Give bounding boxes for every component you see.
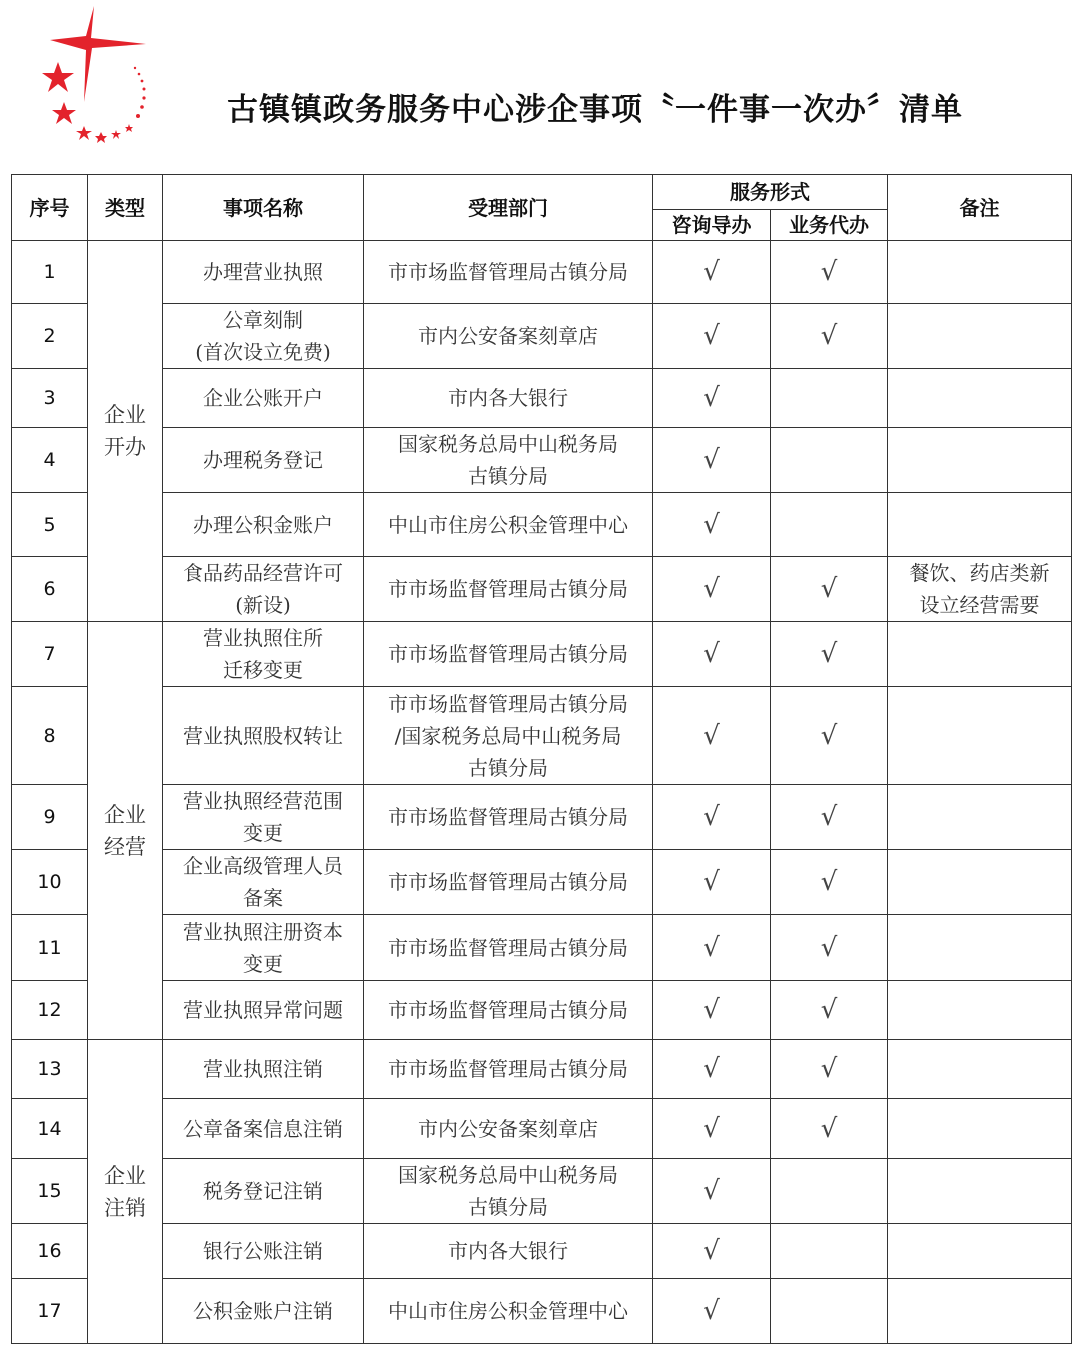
table-row [12,428,1072,493]
item-name-line: 变更 [243,951,283,976]
item-name-line: 备案 [243,886,283,910]
department-line: 中山市住房公积金管理中心 [388,1299,628,1323]
table-row [12,1224,1072,1279]
department-line: 市市场监督管理局古镇分局 [388,805,628,829]
table-row [12,981,1072,1040]
row-number: 2 [12,304,88,369]
department [364,241,653,304]
agent-check: √ [771,981,888,1040]
department [364,1224,653,1279]
department-line: 市内各大银行 [448,1239,568,1263]
remark-line: 设立经营需要 [919,593,1040,617]
department [364,1099,653,1159]
agent-check: √ [771,1040,888,1099]
category-cell [88,241,163,622]
item-name-line: 公章备案信息注销 [183,1116,343,1141]
header-dept: 受理部门 [364,175,653,241]
remark [888,622,1072,687]
consult-check: √ [653,850,771,915]
agent-check [771,1224,888,1279]
item-name [163,428,364,493]
remark [888,557,1072,622]
remark [888,1099,1072,1159]
item-name-line: (首次设立免费) [195,340,331,364]
consult-check: √ [653,1040,771,1099]
table-row [12,1159,1072,1224]
item-name [163,304,364,369]
agent-check: √ [771,557,888,622]
row-number: 11 [12,915,88,981]
agent-check [771,493,888,557]
item-name [163,1099,364,1159]
header-no: 序号 [12,175,88,241]
remark [888,1159,1072,1224]
item-name [163,369,364,428]
department [364,687,653,785]
category-cell [88,1040,163,1344]
category-cell-line: 注销 [104,1195,146,1220]
item-name [163,981,364,1040]
department-line: 市内各大银行 [448,386,568,410]
agent-check [771,369,888,428]
table-row [12,687,1072,785]
remark [888,428,1072,493]
consult-check: √ [653,493,771,557]
agent-check [771,1279,888,1344]
item-name [163,785,364,850]
table-row [12,1099,1072,1159]
item-name [163,493,364,557]
agent-check: √ [771,687,888,785]
consult-check: √ [653,1279,771,1344]
item-name-line: 营业执照注册资本 [183,919,343,944]
consult-check: √ [653,304,771,369]
item-name-line: 营业执照住所 [203,626,323,650]
remark [888,304,1072,369]
item-name-line: 营业执照股权转让 [183,723,343,748]
table-row [12,785,1072,850]
agent-check: √ [771,622,888,687]
department [364,1159,653,1224]
item-name [163,687,364,785]
row-number: 1 [12,241,88,304]
consult-check: √ [653,1099,771,1159]
remark-line: 餐饮、药店类新 [909,561,1050,585]
row-number: 3 [12,369,88,428]
row-number: 17 [12,1279,88,1344]
item-name-line: 办理公积金账户 [193,512,333,537]
department [364,1040,653,1099]
item-name-line: 营业执照注销 [203,1057,323,1081]
table-row [12,304,1072,369]
item-name-line: 营业执照经营范围 [183,789,343,813]
department [364,981,653,1040]
remark [888,1040,1072,1099]
category-cell-line: 企业 [104,802,146,827]
department-line: 市内公安备案刻章店 [418,324,598,348]
remark [888,981,1072,1040]
consult-check: √ [653,622,771,687]
department [364,850,653,915]
department [364,785,653,850]
item-name-line: 迁移变更 [223,658,303,682]
table-row [12,493,1072,557]
table-row [12,915,1072,981]
row-number: 5 [12,493,88,557]
item-name-line: 企业公账开户 [203,386,323,410]
department [364,622,653,687]
department [364,557,653,622]
remark [888,241,1072,304]
row-number: 16 [12,1224,88,1279]
consult-check: √ [653,785,771,850]
row-number: 8 [12,687,88,785]
header-remark: 备注 [888,175,1072,241]
remark [888,785,1072,850]
item-name-line: 营业执照异常问题 [183,998,343,1022]
item-name-line: 办理营业执照 [203,260,323,284]
agent-check: √ [771,785,888,850]
row-number: 6 [12,557,88,622]
department-line: 古镇分局 [468,464,548,488]
category-cell-line: 开办 [104,435,146,459]
row-number: 13 [12,1040,88,1099]
item-name-line: 企业高级管理人员 [183,854,343,878]
item-name [163,1040,364,1099]
table-row [12,241,1072,304]
department-line: 中山市住房公积金管理中心 [388,512,628,537]
category-cell [88,622,163,1040]
item-name-line: 公章刻制 [223,308,303,332]
consult-check: √ [653,981,771,1040]
agent-check: √ [771,1099,888,1159]
department-line: 国家税务总局中山税务局 [398,1163,618,1187]
consult-check: √ [653,1159,771,1224]
row-number: 15 [12,1159,88,1224]
department-line: 市市场监督管理局古镇分局 [388,642,628,666]
agent-check: √ [771,241,888,304]
item-name [163,850,364,915]
department-line: 市市场监督管理局古镇分局 [388,935,628,960]
category-cell-line: 企业 [104,1163,146,1188]
page-title: 古镇镇政务服务中心涉企事项〝一件事一次办〞清单 [227,92,963,128]
item-name-line: 税务登记注销 [203,1179,323,1203]
item-name-line: 变更 [243,821,283,845]
consult-check: √ [653,369,771,428]
item-name [163,241,364,304]
header-agent: 业务代办 [771,210,888,241]
remark [888,493,1072,557]
item-name [163,915,364,981]
department-line: 市市场监督管理局古镇分局 [388,870,628,894]
row-number: 7 [12,622,88,687]
red-stars-logo-icon [36,4,156,149]
item-name-line: 银行公账注销 [203,1239,323,1263]
department [364,1279,653,1344]
category-cell-line: 企业 [104,403,146,427]
department-line: 古镇分局 [468,755,548,780]
row-number: 4 [12,428,88,493]
remark [888,1224,1072,1279]
category-cell-line: 经营 [104,834,146,859]
agent-check [771,428,888,493]
row-number: 12 [12,981,88,1040]
remark [888,369,1072,428]
row-number: 10 [12,850,88,915]
item-name [163,1159,364,1224]
remark [888,1279,1072,1344]
item-name-line: (新设) [235,593,291,617]
department-line: 市市场监督管理局古镇分局 [388,260,628,284]
item-name [163,1224,364,1279]
department-line: 国家税务总局中山税务局 [398,432,618,456]
agent-check: √ [771,304,888,369]
department-line: 市市场监督管理局古镇分局 [388,691,628,716]
department-line: 市市场监督管理局古镇分局 [388,577,628,601]
department-line: 古镇分局 [468,1195,548,1219]
table-row [12,622,1072,687]
department-line: 市市场监督管理局古镇分局 [388,1057,628,1081]
department-line: 市内公安备案刻章店 [418,1116,598,1141]
department [364,428,653,493]
department [364,493,653,557]
row-number: 9 [12,785,88,850]
department [364,369,653,428]
consult-check: √ [653,241,771,304]
department [364,304,653,369]
consult-check: √ [653,1224,771,1279]
consult-check: √ [653,915,771,981]
agent-check [771,1159,888,1224]
table-row [12,1040,1072,1099]
consult-check: √ [653,428,771,493]
item-name [163,1279,364,1344]
service-table [11,174,1072,1344]
department [364,915,653,981]
row-number: 14 [12,1099,88,1159]
item-name-line: 公积金账户注销 [193,1299,333,1323]
consult-check: √ [653,557,771,622]
item-name [163,557,364,622]
header-service: 服务形式 [653,175,888,210]
header-consult: 咨询导办 [653,210,771,241]
department-line: /国家税务总局中山税务局 [394,723,622,748]
table-row [12,1279,1072,1344]
remark [888,850,1072,915]
item-name [163,622,364,687]
agent-check: √ [771,850,888,915]
agent-check: √ [771,915,888,981]
item-name-line: 食品药品经营许可 [183,561,343,585]
remark [888,915,1072,981]
table-row [12,369,1072,428]
table-row [12,850,1072,915]
item-name-line: 办理税务登记 [203,448,323,472]
consult-check: √ [653,687,771,785]
header-item: 事项名称 [163,175,364,241]
remark [888,687,1072,785]
table-row [12,557,1072,622]
header-type: 类型 [88,175,163,241]
department-line: 市市场监督管理局古镇分局 [388,998,628,1022]
